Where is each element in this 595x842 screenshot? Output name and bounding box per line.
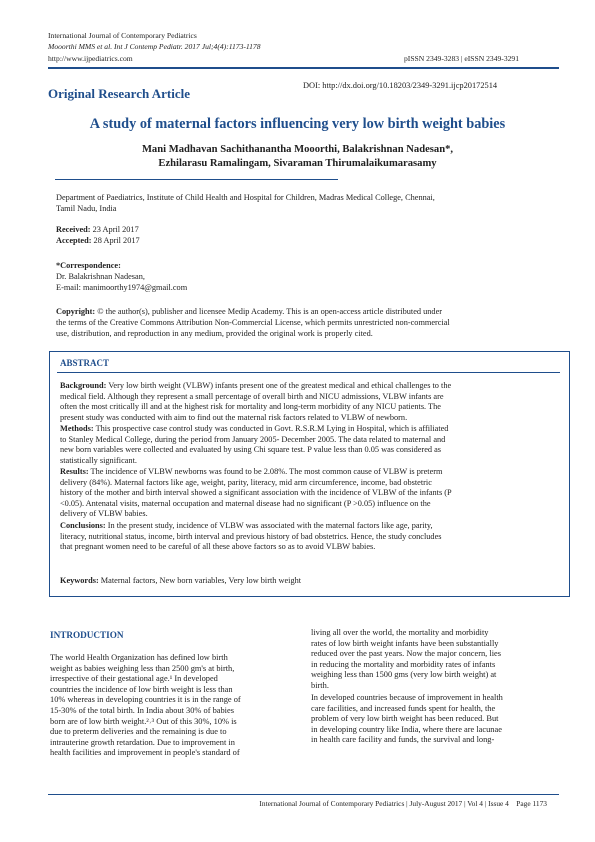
accepted-label: Accepted: [56, 236, 92, 245]
intro-right-line: in reducing the mortality and morbidity rates of infants [311, 659, 496, 669]
accepted [56, 236, 140, 247]
results-text-1: The incidence of VLBW newborns was found to be 2.08%. The most common cause of VLBW is preterm [88, 467, 443, 476]
copyright-line-3: use, distribution, and reproduction in any medium, provided the original work is properly cited. [56, 329, 373, 338]
intro-left-line: 15-30% of the total birth. In India about 30% of babies [50, 705, 234, 715]
copyright-label: Copyright: [56, 307, 96, 316]
received-date: 23 April 2017 [90, 225, 139, 234]
intro-right-line: reduced over the past years. Now the major concern, lies [311, 649, 501, 659]
keywords-text: Maternal factors, New born variables, Very low birth weight [98, 576, 302, 585]
background-text-2: medical field. Although they represent a small percentage of overall birth and NICU admissions, VLBW infants are [60, 391, 444, 401]
background-text-1: Very low birth weight (VLBW) infants present one of the greatest medical and ethical challenges to the [106, 381, 452, 390]
background-label: Background: [60, 381, 107, 390]
intro-left-line: born are of low birth weight.²˒³ Out of this 30%, 10% is [50, 716, 237, 726]
conclusions-text-2: literacy, nutritional status, income, birth interval and previous history of bad obstetrics. Hence, the study concludes [60, 531, 442, 541]
conclusions-text-1: In the present study, incidence of VLBW was associated with the maternal factors like age, parity, [105, 521, 433, 530]
intro-left-line: irrespective of their gestational age.¹ In developed [50, 674, 218, 684]
results-text-5: delivery of VLBW babies. [60, 509, 148, 519]
abstract-background [60, 381, 559, 423]
correspondence-name: Dr. Balakrishnan Nadesan, [56, 272, 145, 281]
issn: pISSN 2349-3283 | eISSN 2349-3291 [404, 54, 520, 63]
abstract-heading: ABSTRACT [60, 358, 110, 368]
results-text-3: history of the mother and birth interval showed a significant association with the incidence of VLBW of the infants (P [60, 488, 452, 498]
methods-text-3: new born variables were collected and evaluated by using Chi square test. P value less than 0.05 was considered as [60, 445, 442, 455]
abstract-methods [60, 424, 559, 466]
abstract-rule [57, 372, 560, 373]
correspondence-label: *Correspondence: [56, 261, 121, 270]
intro-right-line: in developing country like India, where there are lacunae [311, 724, 502, 734]
introduction-heading: INTRODUCTION [50, 630, 124, 640]
intro-right-line: problem of very low birth weight has been reduced. But [311, 714, 499, 724]
affiliation-line-1: Department of Paediatrics, Institute of Child Health and Hospital for Children, Madras Medical College, Chennai, [56, 193, 435, 202]
intro-right-line: rates of low birth weight infants have been substantially [311, 638, 499, 648]
intro-right-column-p2 [311, 693, 548, 746]
abstract-results [60, 467, 559, 520]
received [56, 225, 139, 236]
methods-label: Methods: [60, 424, 94, 433]
authors-line-2: Ezhilarasu Ramalingam, Sivaraman Thirumalaikumarasamy [158, 158, 437, 169]
intro-right-column-p1 [311, 628, 548, 692]
page-footer: International Journal of Contemporary Pediatrics | July-August 2017 | Vol 4 | Issue 4 Page 1173 [259, 799, 547, 808]
intro-right-line: weighing less than 1500 gms (very low birth weight) at [311, 670, 497, 680]
intro-right-line: birth. [311, 680, 329, 690]
correspondence-email[interactable]: E-mail: manimoorthy1974@gmail.com [56, 283, 188, 292]
intro-right-line: care facilities, and increased funds spent for health, the [311, 703, 496, 713]
header-rule [48, 67, 559, 69]
methods-text-2: to Stanley Medical College, during the period from January 2005- December 2005. The data related to maternal and [60, 434, 446, 444]
copyright-text-1: © the author(s), publisher and licensee Medip Academy. This is an open-access article distributed under [95, 307, 443, 316]
intro-left-line: intrauterine growth retardation. Due to improvement in [50, 737, 235, 747]
intro-left-line: The world Health Organization has defined low birth [50, 653, 228, 662]
article-type: Original Research Article [48, 86, 191, 101]
affiliation-line-2: Tamil Nadu, India [56, 204, 117, 213]
footer-rule [48, 794, 559, 795]
accepted-date: 28 April 2017 [91, 236, 140, 245]
citation: Mooorthi MMS et al. Int J Contemp Pediatr. 2017 Jul;4(4):1173-1178 [48, 42, 261, 51]
background-text-3: often the most critically ill and at the highest risk for mortality and long-term morbidity of any NICU patients. The [60, 402, 441, 412]
copyright-line-2: the terms of the Creative Commons Attribution Non-Commercial License, which permits unrestricted non-commercial [56, 318, 450, 327]
results-text-4: <0.05). Antenatal visits, maternal occupation and maternal disease had no significant (P >0.05) influence on the [60, 498, 431, 508]
abstract-conclusions [60, 521, 559, 553]
doi[interactable]: DOI: http://dx.doi.org/10.18203/2349-3291.ijcp20172514 [303, 81, 498, 90]
conclusions-text-3: that pregnant women need to be careful of all these above factors so as to avoid VLBW babies. [60, 542, 376, 552]
intro-left-line: due to preterm deliveries and the remaining is due to [50, 727, 227, 737]
conclusions-label: Conclusions: [60, 521, 106, 530]
received-label: Received: [56, 225, 91, 234]
intro-left-line: countries the incidence of low birth weight is less than [50, 684, 233, 694]
intro-right-line: living all over the world, the mortality and morbidity [311, 628, 489, 637]
author-separator [55, 179, 338, 180]
intro-right-line: in health care facility and funds, the survival and long- [311, 735, 495, 745]
abstract-keywords [60, 576, 559, 587]
background-text-4: present study was conducted with aim to find out the maternal risk factors related to VLBW of newborn. [60, 412, 408, 422]
intro-left-column [50, 653, 282, 759]
intro-left-line: 10% whereas in developing countries it is in the range of [50, 695, 241, 705]
journal-name: International Journal of Contemporary Pediatrics [48, 31, 197, 40]
intro-left-line: health facilities and improvement in people's standard of [50, 748, 240, 758]
authors-line-1: Mani Madhavan Sachithanantha Mooorthi, Balakrishnan Nadesan*, [141, 144, 454, 155]
intro-right-line: In developed countries because of improvement in health [311, 693, 503, 702]
methods-text-4: statistically significant. [60, 455, 137, 465]
journal-url[interactable]: http://www.ijpediatrics.com [48, 54, 133, 63]
methods-text-1: This prospective case control study was conducted in Govt. R.S.R.M Lying in Hospital, which is affiliated [93, 424, 449, 433]
intro-left-line: weight as babies weighing less than 2500 gm's at birth, [50, 663, 235, 673]
results-label: Results: [60, 467, 89, 476]
keywords-label: Keywords: [60, 576, 99, 585]
results-text-2: delivery (84%). Maternal factors like age, weight, parity, literacy, mid arm circumference, income, bad obstetric [60, 477, 432, 487]
paper-title: A study of maternal factors influencing very low birth weight babies [89, 116, 506, 132]
copyright-line-1 [56, 307, 442, 318]
